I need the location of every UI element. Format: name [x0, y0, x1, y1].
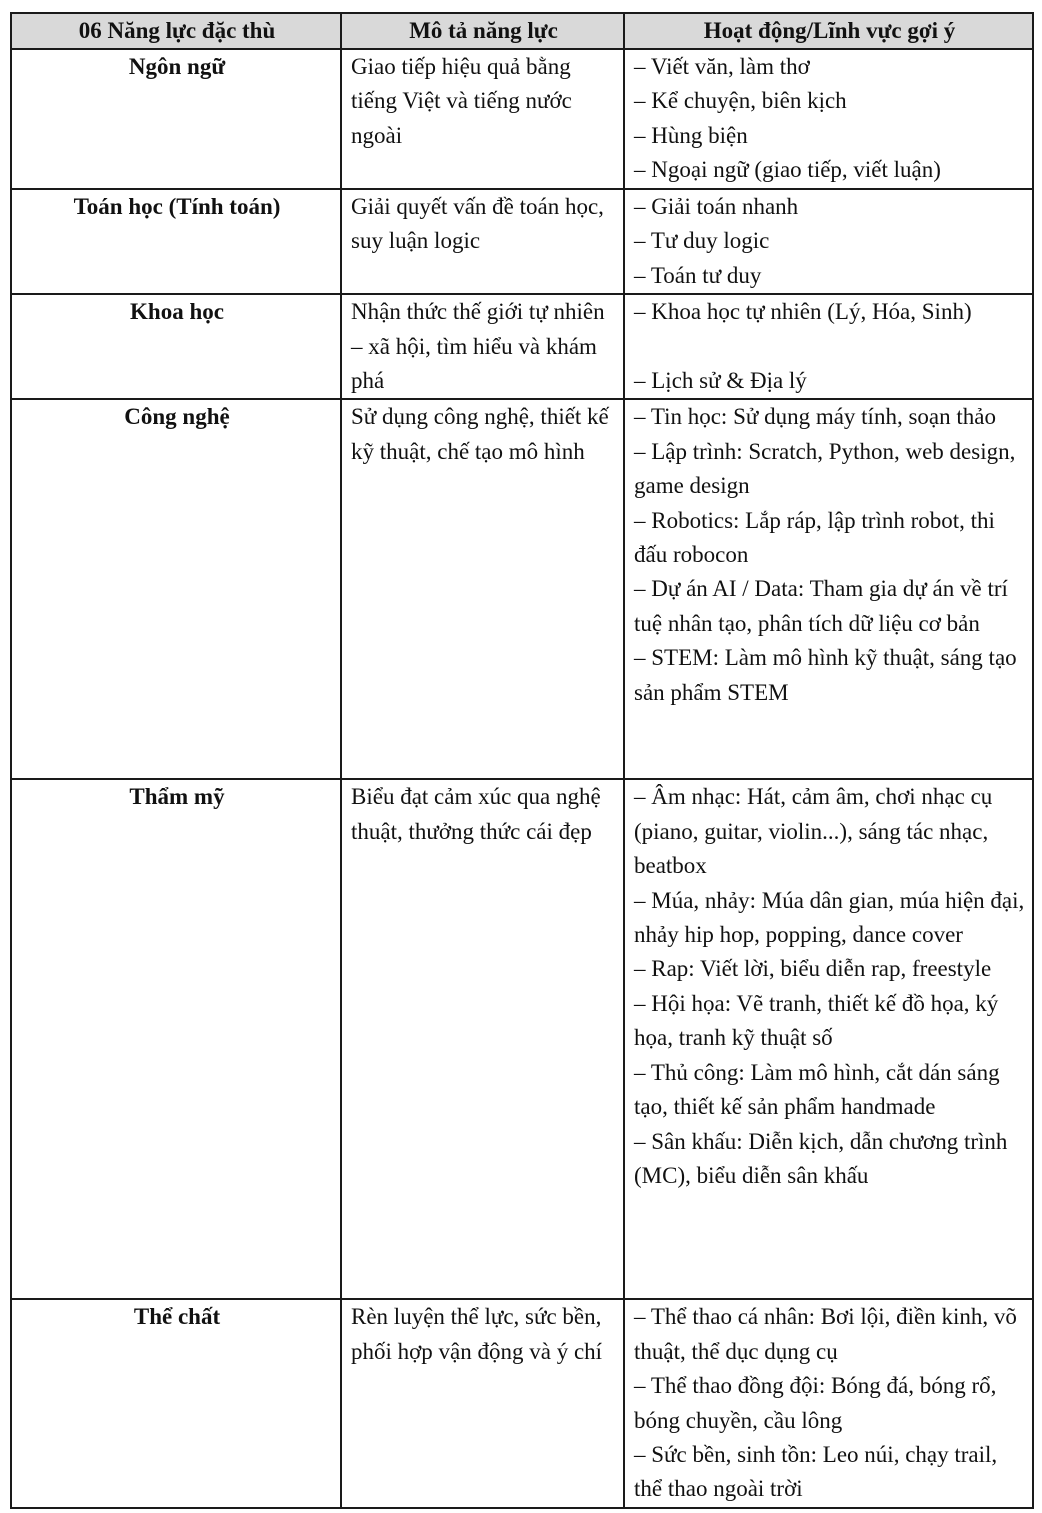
activity-item: – Thể thao đồng đội: Bóng đá, bóng rổ, bóng chuyền, cầu lông [634, 1373, 997, 1433]
activity-item: – Thể thao cá nhân: Bơi lội, điền kinh, võ thuật, thể dục dụng cụ [634, 1304, 1017, 1364]
activity-list [624, 399, 1033, 779]
competency-name: Khoa học [11, 294, 341, 399]
activity-item: – STEM: Làm mô hình kỹ thuật, sáng tạo sản phẩm STEM [634, 645, 1017, 705]
activity-item: – Múa, nhảy: Múa dân gian, múa hiện đại, nhảy hip hop, popping, dance cover [634, 887, 1025, 948]
activity-item: – Tin học: Sử dụng máy tính, soạn thảo [634, 404, 996, 430]
activity-item: – Viết văn, làm thơ [634, 54, 810, 79]
activity-item: – Hùng biện [634, 122, 748, 148]
table-row [11, 49, 1033, 189]
header-activities: Hoạt động/Lĩnh vực gợi ý [624, 13, 1033, 49]
activity-item: – Lịch sử & Địa lý [634, 368, 807, 394]
activity-list [624, 1299, 1033, 1507]
header-competency: 06 Năng lực đặc thù [11, 13, 341, 49]
activity-list [624, 779, 1033, 1299]
activity-item: – Ngoại ngữ (giao tiếp, viết luận) [634, 157, 941, 183]
competency-name: Ngôn ngữ [11, 49, 341, 189]
activity-item: – Toán tư duy [634, 262, 762, 288]
competency-name: Thể chất [11, 1299, 341, 1507]
activity-item: – Hội họa: Vẽ tranh, thiết kế đồ họa, ký họa, tranh kỹ thuật số [634, 990, 999, 1051]
competency-name: Thẩm mỹ [11, 779, 341, 1299]
blank-line [634, 330, 1025, 364]
competency-description: Sử dụng công nghệ, thiết kế kỹ thuật, chế tạo mô hình [341, 399, 624, 779]
activity-item: – Robotics: Lắp ráp, lập trình robot, thi đấu robocon [634, 507, 995, 568]
competency-name: Toán học (Tính toán) [11, 189, 341, 294]
competency-description: Giải quyết vấn đề toán học, suy luận logic [341, 189, 624, 294]
activity-item: – Âm nhạc: Hát, cảm âm, chơi nhạc cụ (piano, guitar, violin...), sáng tác nhạc, beatbox [634, 784, 993, 879]
competency-table [10, 12, 1034, 1509]
table-row [11, 779, 1033, 1299]
activity-item: – Sức bền, sinh tồn: Leo núi, chạy trail, thể thao ngoài trời [634, 1442, 998, 1502]
activity-list [624, 49, 1033, 189]
header-row [11, 13, 1033, 49]
table-row [11, 189, 1033, 294]
activity-item: – Thủ công: Làm mô hình, cắt dán sáng tạo, thiết kế sản phẩm handmade [634, 1059, 1000, 1120]
table-row [11, 1299, 1033, 1507]
activity-item: – Sân khấu: Diễn kịch, dẫn chương trình (MC), biểu diễn sân khấu [634, 1128, 1008, 1188]
activity-item: – Giải toán nhanh [634, 194, 799, 219]
activity-list [624, 189, 1033, 294]
header-description: Mô tả năng lực [341, 13, 624, 49]
competency-description: Rèn luyện thể lực, sức bền, phối hợp vận động và ý chí [341, 1299, 624, 1507]
competency-description: Biểu đạt cảm xúc qua nghệ thuật, thưởng thức cái đẹp [341, 779, 624, 1299]
competency-name: Công nghệ [11, 399, 341, 779]
activity-item: – Rap: Viết lời, biểu diễn rap, freestyle [634, 956, 992, 982]
competency-description: Nhận thức thế giới tự nhiên – xã hội, tìm hiểu và khám phá [341, 294, 624, 399]
activity-item: – Kể chuyện, biên kịch [634, 88, 847, 114]
activity-list [624, 294, 1033, 399]
table-row [11, 399, 1033, 779]
activity-item: – Lập trình: Scratch, Python, web design, game design [634, 438, 1016, 499]
activity-item: – Dự án AI / Data: Tham gia dự án về trí tuệ nhân tạo, phân tích dữ liệu cơ bản [634, 576, 1008, 636]
activity-item: – Khoa học tự nhiên (Lý, Hóa, Sinh) [634, 299, 972, 325]
competency-description: Giao tiếp hiệu quả bằng tiếng Việt và tiếng nước ngoài [341, 49, 624, 189]
table-row [11, 294, 1033, 399]
activity-item: – Tư duy logic [634, 228, 770, 254]
